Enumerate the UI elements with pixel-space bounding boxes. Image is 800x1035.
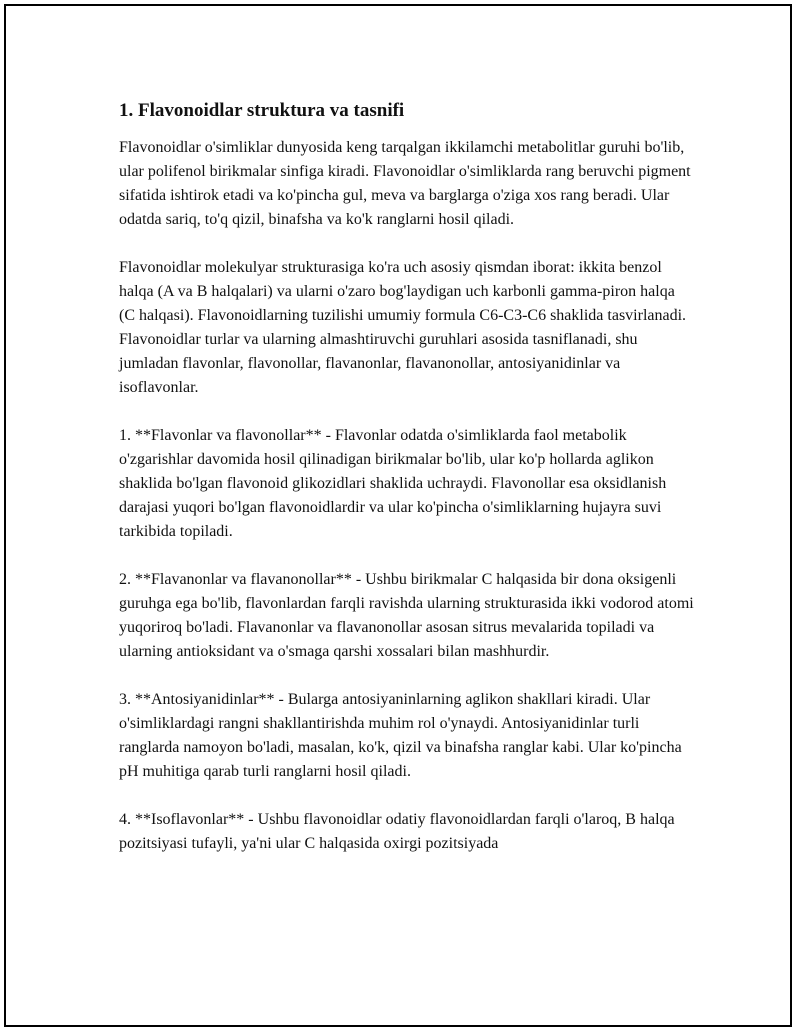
page-title: 1. Flavonoidlar struktura va tasnifi [119, 100, 405, 121]
paragraph-structure: Flavonoidlar molekulyar strukturasiga ko'ra uch asosiy qismdan iborat: ikkita benzol halqa (A va B halqalari) va ularni o'zaro bog'laydigan uch karbonli gamma-piron halqa (C halqasi). Flavonoidlarning tuzilishi umumiy formula C6-C3-C6 shaklida tasvirlanadi. Flavonoidlar turlar va ularning almashtiruvchi guruhlari asosida tasniflanadi, shu jumladan flavonlar, flavonollar, flavanonlar, flavanonollar, antosiyanidinlar va isoflavonlar. [119, 259, 687, 396]
page-frame [4, 4, 792, 1027]
paragraph-flavanonlar: 2. **Flavanonlar va flavanonollar** - Ushbu birikmalar C halqasida bir dona oksigenli guruhga ega bo'lib, flavonlardan farqli ravishda ularning strukturasida ikki vodorod atomi yuqoriroq bo'ladi. Flavanonlar va flavanonollar asosan sitrus mevalarida topiladi va ularning antioksidant va o'smaga qarshi xossalari bilan mashhurdir. [119, 571, 694, 660]
paragraph-isoflavonlar: 4. **Isoflavonlar** - Ushbu flavonoidlar odatiy flavonoidlardan farqli o'laroq, B halqa pozitsiyasi tufayli, ya'ni ular C halqasida oxirgi pozitsiyada [119, 811, 675, 852]
paragraph-intro: Flavonoidlar o'simliklar dunyosida keng tarqalgan ikkilamchi metabolitlar guruhi bo'lib, ular polifenol birikmalar sinfiga kiradi. Flavonoidlar o'simliklarda rang beruvchi pigment sifatida ishtirok etadi va ko'pincha gul, meva va barglarga o'ziga xos rang beradi. Ular odatda sariq, to'q qizil, binafsha va ko'k ranglarni hosil qiladi. [119, 139, 691, 228]
document-body [119, 98, 694, 880]
paragraph-flavonlar: 1. **Flavonlar va flavonollar** - Flavonlar odatda o'simliklarda faol metabolik o'zgarishlar davomida hosil qilinadigan birikmalar bo'lib, ular ko'p hollarda aglikon shaklida bo'lgan flavonoid glikozidlari shaklida uchraydi. Flavonollar esa oksidlanish darajasi yuqori bo'lgan flavonoidlardir va ular ko'pincha o'simliklarning hujayra suvi tarkibida topiladi. [119, 427, 667, 540]
paragraph-antosiyanidinlar: 3. **Antosiyanidinlar** - Bularga antosiyaninlarning aglikon shakllari kiradi. Ular o'simliklardagi rangni shakllantirishda muhim rol o'ynaydi. Antosiyanidinlar turli ranglarda namoyon bo'ladi, masalan, ko'k, qizil va binafsha ranglar kabi. Ular ko'pincha pH muhitiga qarab turli ranglarni hosil qiladi. [119, 691, 682, 780]
